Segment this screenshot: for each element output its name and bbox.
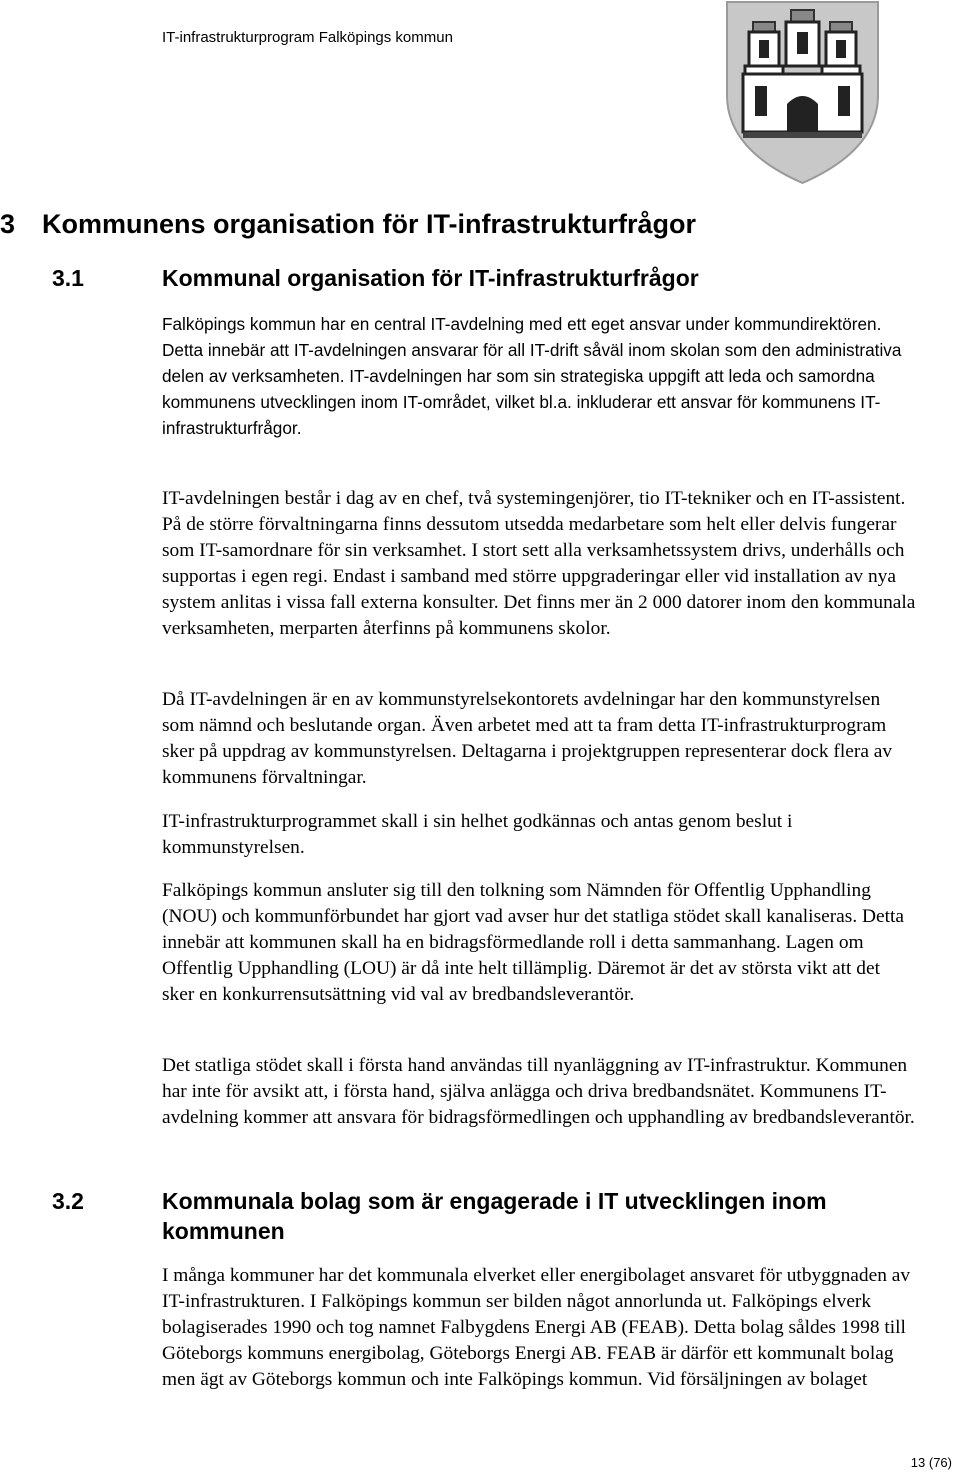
section-3-1-number: 3.1 — [52, 265, 84, 291]
section-3-2-title: Kommunala bolag som är engagerade i IT utvecklingen inom kommunen — [162, 1188, 827, 1244]
section-3-number: 3 — [0, 209, 16, 239]
paragraph: Då IT-avdelningen är en av kommunstyrelsekontorets avdelningar har den kommunstyrelsen som nämnd och beslutande organ. Även arbetet med att ta fram detta IT-infrastrukturprogram sker på uppdrag av kommunstyrelsen. Deltagarna i projektgruppen representerar dock flera av kommunens förvaltningar. — [162, 689, 893, 788]
municipal-coat-of-arms-icon — [725, 0, 880, 185]
paragraph: Det statliga stödet skall i första hand användas till nyanläggning av IT-infrastruktur. Kommunen har inte för avsikt att, i första hand, själva anlägga och driva bredbandsnätet. Kommunens IT-avdelning kommer att ansvara för bidragsförmedlingen och upphandling av bredbandsleverantör. — [162, 1055, 915, 1128]
paragraph: Falköpings kommun ansluter sig till den tolkning som Nämnden för Offentlig Upphandling (NOU) och kommunförbundet har gjort vad avser hur det statliga stödet skall kanaliseras. Detta innebär att kommunen skall ha en bidragsförmedlande roll i detta sammanhang. Lagen om Offentlig Upphandling (LOU) är då inte helt tillämplig. Däremot är det av största vikt att det sker en konkurrensutsättning vid val av bredbandsleverantör. — [162, 880, 905, 1005]
paragraph: IT-avdelningen består i dag av en chef, två systemingenjörer, tio IT-tekniker och en IT-assistent. På de större förvaltningarna finns dessutom utsedda medarbetare som helt eller delvis fungerar som IT-samordnare för sin verksamhet. I stort sett alla verksamhetssystem drivs, underhålls och supportas i egen regi. Endast i samband med större uppgraderingar eller vid installation av nya system anlitas i vissa fall externa konsulter. Det finns mer än 2 000 datorer inom den kommunala verksamheten, merparten återfinns på kommunens skolor. — [162, 488, 916, 639]
section-3-1-title: Kommunal organisation för IT-infrastrukturfrågor — [162, 265, 699, 291]
section-3-title: Kommunens organisation för IT-infrastrukturfrågor — [42, 209, 697, 239]
paragraph: IT-infrastrukturprogrammet skall i sin helhet godkännas och antas genom beslut i kommunstyrelsen. — [162, 811, 793, 858]
page-number: 13 (76) — [910, 1455, 952, 1470]
paragraph: Falköpings kommun har en central IT-avdelning med ett eget ansvar under kommundirektören. Detta innebär att IT-avdelningen ansvarar för all IT-drift såväl inom skolan som den administrativa delen av verksamheten. IT-avdelningen har som sin strategiska uppgift att leda och samordna kommunens utvecklingen inom IT-området, vilket bl.a. inkluderar ett ansvar för kommunens IT-infrastrukturfrågor. — [162, 314, 902, 438]
running-header: IT-infrastrukturprogram Falköpings kommun — [162, 29, 453, 46]
paragraph: I många kommuner har det kommunala elverket eller energibolaget ansvaret för utbyggnaden av IT-infrastrukturen. I Falköpings kommun ser bilden något annorlunda ut. Falköpings elverk bolagiserades 1990 och tog namnet Falbygdens Energi AB (FEAB). Detta bolag såldes 1998 till Göteborgs kommuns energibolag, Göteborgs Energi AB. FEAB är därför ett kommunalt bolag men ägt av Göteborgs kommun och inte Falköpings kommun. Vid försäljningen av bolaget — [162, 1265, 911, 1390]
section-3-2-number: 3.2 — [52, 1188, 84, 1214]
